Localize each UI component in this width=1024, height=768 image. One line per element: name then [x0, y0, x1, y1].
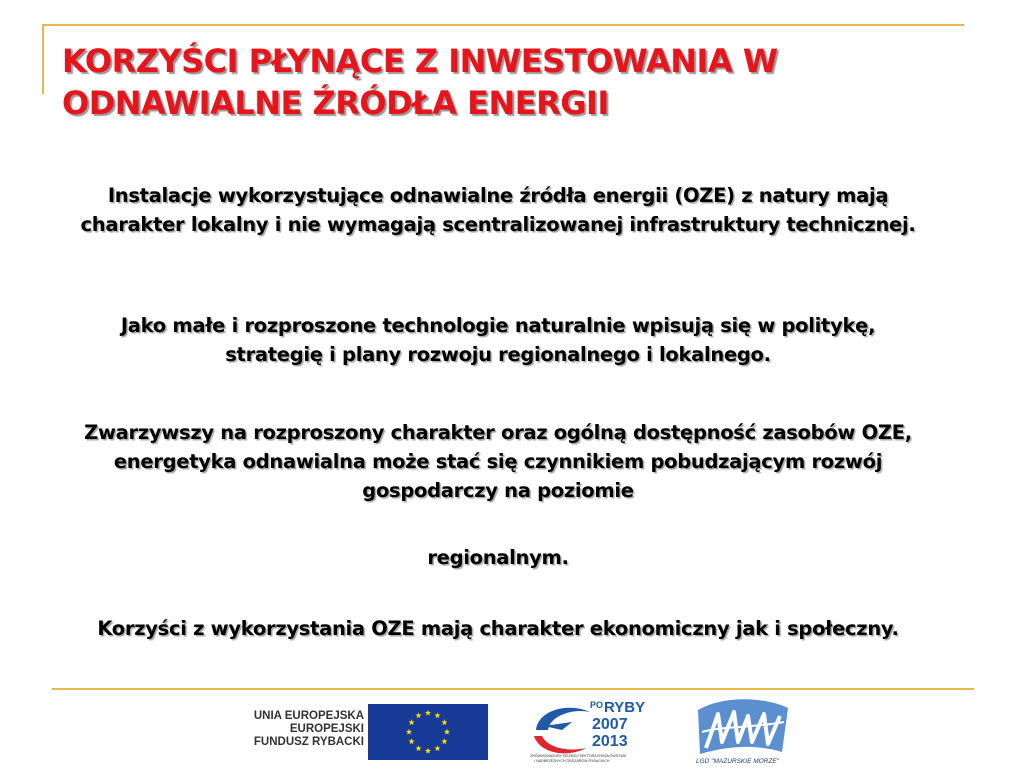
po-ryby-logo [528, 696, 646, 764]
paragraph-benefits: Korzyści z wykorzystania OZE mają charakter ekonomiczny jak i społeczny. [97, 617, 899, 640]
left-rule [42, 24, 44, 94]
ryby-name-text: RYBY [604, 699, 646, 716]
eu-text-line-3: FUNDUSZ RYBACKI [253, 736, 364, 748]
slide-title [62, 40, 962, 124]
paragraph-regional-policy: Jako małe i rozproszone technologie naturalnie wpisują się w politykę, strategię i plany rozwoju regionalnego i lokalnego. [120, 314, 876, 366]
ryby-po-text: PO [590, 700, 604, 710]
lgd-mazurskie-morze-logo [692, 692, 794, 766]
eu-text-line-2: EUROPEJSKI [289, 723, 364, 735]
paragraph-oze-local: Instalacje wykorzystujące odnawialne źródła energii (OZE) z natury mają charakter lokalny i nie wymagają scentralizowanej infrastruktury technicznej. [80, 184, 916, 236]
ryby-year-end: 2013 [592, 733, 628, 750]
lgd-caption: LGD "MAZURSKIE MORZE" [696, 758, 779, 765]
eu-text-line-1: UNIA EUROPEJSKA [253, 710, 364, 722]
title-line-1: KORZYŚCI PŁYNĄCE Z INWESTOWANIA W [62, 42, 778, 80]
paragraph-regional: regionalnym. [427, 546, 569, 569]
title-line-2: ODNAWIALNE ŹRÓDŁA ENERGII [62, 84, 609, 122]
eu-flag-icon [368, 704, 488, 760]
top-rule [42, 24, 964, 26]
ryby-caption-line-1: ZRÓWNOWAŻONY ROZWÓJ SEKTORA RYBOŁÓWSTWA [530, 754, 626, 758]
ryby-year-start: 2007 [592, 716, 628, 733]
ryby-caption-line-2: I NADBRZEŻNYCH OBSZARÓW RYBACKICH [534, 759, 610, 763]
paragraph-economic-growth: Zwarzywszy na rozproszony charakter oraz ogólną dostępność zasobów OZE, energetyka odnawialna może stać się czynnikiem pobudzającym rozwój gospodarczy na poziomie [84, 421, 912, 502]
eu-fund-text [232, 710, 364, 749]
bottom-rule [52, 688, 974, 690]
